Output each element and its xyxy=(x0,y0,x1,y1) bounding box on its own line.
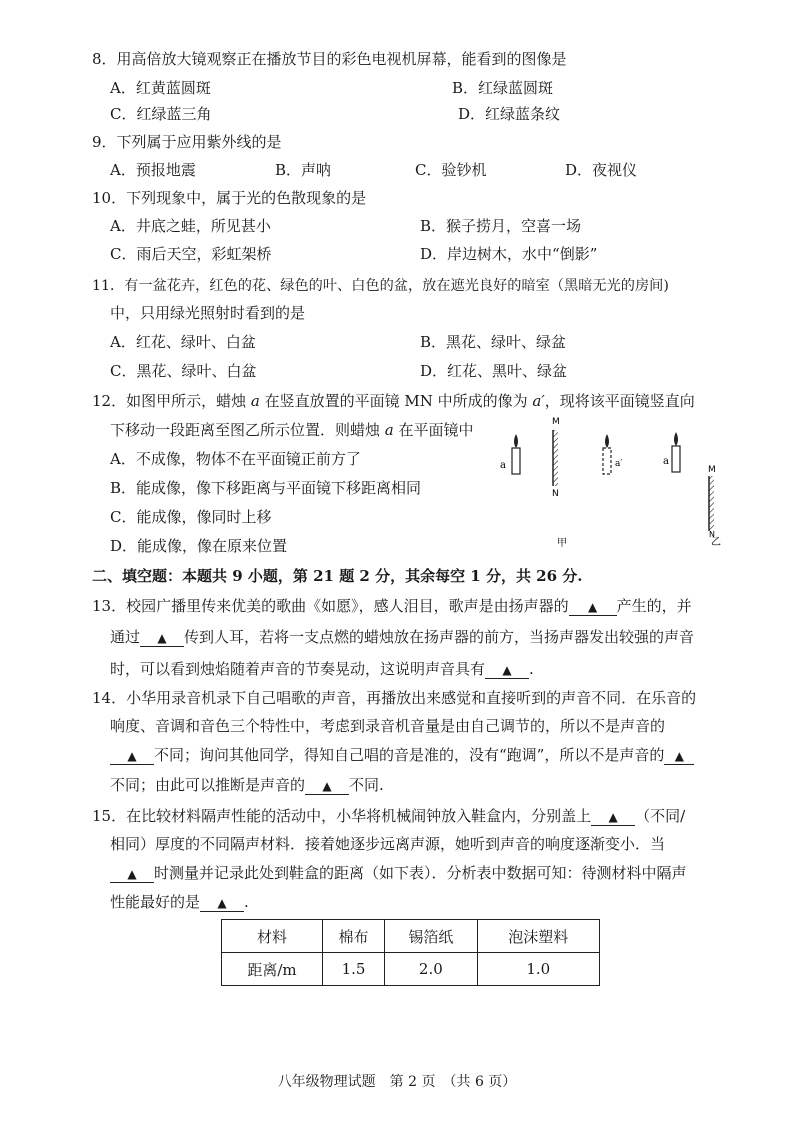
q10-option-d: D．岸边树木，水中“倒影” xyxy=(420,245,598,263)
candle-a-jia xyxy=(512,434,520,474)
q14-blank-3[interactable]: ▲ xyxy=(305,777,349,795)
q10-stem: 10．下列现象中，属于光的色散现象的是 xyxy=(92,189,367,207)
table-header-cell: 棉布 xyxy=(322,920,384,953)
q14-line4: 不同；由此可以推断是声音的 ▲ 不同. xyxy=(110,776,384,794)
q12-stem-line1: 12．如图甲所示，蜡烛 a 在竖直放置的平面镜 MN 中所成的像为 a′，现将该平面镜竖直向 xyxy=(92,392,695,410)
candle-a-yi xyxy=(672,432,680,472)
label-a-jia: a xyxy=(500,460,506,471)
label-m-jia: M xyxy=(552,417,560,427)
q8-option-a: A．红黄蓝圆斑 xyxy=(110,79,211,97)
table-cell: 1.5 xyxy=(322,953,384,986)
section-2-heading: 二、填空题：本题共 9 小题，第 21 题 2 分，其余每空 1 分，共 26 分. xyxy=(92,567,583,585)
q8-stem: 8．用高倍放大镜观察正在播放节目的彩色电视机屏幕，能看到的图像是 xyxy=(92,50,567,68)
label-n-yi: N xyxy=(709,530,715,539)
q13-blank-3[interactable]: ▲ xyxy=(485,661,529,679)
q10-option-c: C．雨后天空，彩虹架桥 xyxy=(110,245,272,263)
q13-line2: 通过 ▲ 传到人耳，若将一支点燃的蜡烛放在扬声器的前方，当扬声器发出较强的声音 xyxy=(110,628,695,646)
q13-blank-2[interactable]: ▲ xyxy=(140,629,184,647)
q15-blank-3[interactable]: ▲ xyxy=(200,894,244,912)
table-header-cell: 泡沫塑料 xyxy=(477,920,599,953)
q15-blank-2[interactable]: ▲ xyxy=(110,865,154,883)
mirror-candle-figure xyxy=(495,410,725,552)
q15-line1: 15．在比较材料隔声性能的活动中，小华将机械闹钟放入鞋盒内，分别盖上 ▲ （不同/ xyxy=(92,807,686,825)
table-row xyxy=(222,953,600,986)
q15-line2: 相同）厚度的不同隔声材料．接着她逐步远离声源，她听到声音的响度逐渐变小．当 xyxy=(110,835,666,853)
q14-line2: 响度、音调和音色三个特性中，考虑到录音机音量是由自己调节的，所以不是声音的 xyxy=(110,717,666,735)
q12-option-b: B．能成像，像下移距离与平面镜下移距离相同 xyxy=(110,479,422,497)
q15-blank-1[interactable]: ▲ xyxy=(591,808,635,826)
q9-stem: 9．下列属于应用紫外线的是 xyxy=(92,133,282,151)
table-header-cell: 锡箔纸 xyxy=(385,920,477,953)
q14-line1: 14．小华用录音机录下自己唱歌的声音，再播放出来感觉和直接听到的声音不同．在乐音的 xyxy=(92,689,697,707)
q8-option-c: C．红绿蓝三角 xyxy=(110,105,212,123)
label-a-yi: a xyxy=(663,456,669,467)
q10-option-b: B．猴子捞月，空喜一场 xyxy=(420,217,582,235)
table-header-row xyxy=(222,920,600,953)
q12-option-a: A．不成像，物体不在平面镜正前方了 xyxy=(110,450,361,468)
label-n-jia: N xyxy=(552,489,559,499)
table-cell: 距离/m xyxy=(222,953,323,986)
q10-option-a: A．井底之蛙，所见甚小 xyxy=(110,217,271,235)
q11-option-a: A．红花、绿叶、白盆 xyxy=(110,333,256,351)
label-m-yi: M xyxy=(708,465,716,475)
q11-option-d: D．红花、黑叶、绿盆 xyxy=(420,362,568,380)
q15-line4: 性能最好的是 ▲ . xyxy=(110,893,249,911)
q15-line3: ▲ 时测量并记录此处到鞋盒的距离（如下表）．分析表中数据可知：待测材料中隔声 xyxy=(110,863,687,883)
q14-line3: ▲ 不同；询问其他同学，得知自己唱的音是准的，没有“跑调”，所以不是声音的 ▲ xyxy=(110,745,694,765)
q13-blank-1[interactable]: ▲ xyxy=(569,598,617,616)
q12-option-c: C．能成像，像同时上移 xyxy=(110,508,272,526)
table-header-cell: 材料 xyxy=(222,920,323,953)
q13-line1: 13．校园广播里传来优美的歌曲《如愿》，感人泪目，歌声是由扬声器的 ▲ 产生的，并 xyxy=(92,597,692,615)
q14-blank-1[interactable]: ▲ xyxy=(110,747,154,765)
q14-blank-2[interactable]: ▲ xyxy=(664,747,694,765)
q9-option-b: B．声呐 xyxy=(275,161,332,179)
q12-stem-line2: 下移动一段距离至图乙所示位置．则蜡烛 a 在平面镜中 xyxy=(110,421,474,439)
page-footer: 八年级物理试题 第 2 页 （共 6 页） xyxy=(277,1074,517,1090)
label-yi: 乙 xyxy=(711,537,721,548)
q11-option-b: B．黑花、绿叶、绿盆 xyxy=(420,333,567,351)
q11-option-c: C．黑花、绿叶、白盆 xyxy=(110,362,257,380)
label-jia: 甲 xyxy=(557,538,567,549)
q11-stem-line1: 11．有一盆花卉，红色的花、绿色的叶、白色的盆，放在遮光良好的暗室（黑暗无光的房间) xyxy=(92,278,669,294)
q13-line3: 时，可以看到烛焰随着声音的节奏晃动，这说明声音具有 ▲ . xyxy=(110,660,534,678)
q9-option-a: A．预报地震 xyxy=(110,161,196,179)
table-cell: 1.0 xyxy=(477,953,599,986)
table-cell: 2.0 xyxy=(385,953,477,986)
label-a-prime-jia: a′ xyxy=(615,459,623,469)
q8-option-d: D．红绿蓝条纹 xyxy=(458,105,561,123)
q11-stem-line2: 中，只用绿光照射时看到的是 xyxy=(110,304,306,322)
q9-option-d: D．夜视仪 xyxy=(565,161,638,179)
q12-option-d: D．能成像，像在原来位置 xyxy=(110,537,288,555)
q9-option-c: C．验钞机 xyxy=(415,161,487,179)
q8-option-b: B．红绿蓝圆斑 xyxy=(452,79,554,97)
distance-table xyxy=(221,919,600,986)
image-a-prime-jia xyxy=(603,434,611,474)
